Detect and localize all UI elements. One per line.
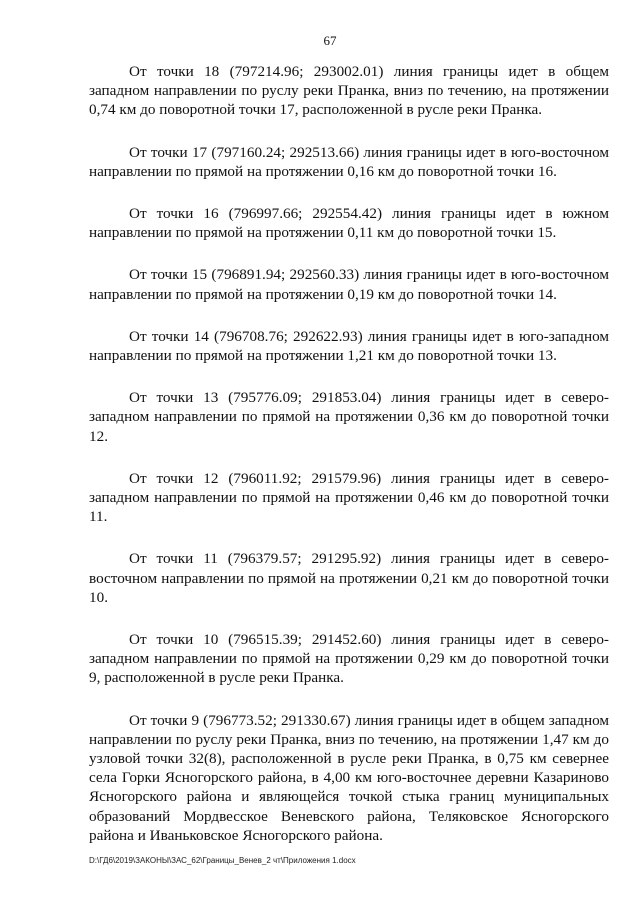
document-body: [89, 62, 609, 868]
paragraph-point-17: От точки 17 (797160.24; 292513.66) линия границы идет в юго-восточном направлении по прямой на протяжении 0,16 км до поворотной точки 16.: [89, 143, 609, 180]
paragraph-point-14: От точки 14 (796708.76; 292622.93) линия границы идет в юго-западном направлении по прямой на протяжении 1,21 км до поворотной точки 13.: [89, 327, 609, 365]
paragraph-point-11: От точки 11 (796379.57; 291295.92) линия границы идет в северо-восточном направлении по прямой на протяжении 0,21 км до поворотной точки 10.: [89, 550, 609, 606]
paragraph-point-18: От точки 18 (797214.96; 293002.01) линия границы идет в общем западном направлении по руслу реки Пранка, вниз по течению, на протяжении 0,74 км до поворотной точки 17, расположенной в русле реки Пранка.: [89, 63, 609, 119]
paragraph-point-13: От точки 13 (795776.09; 291853.04) линия границы идет в северо-западном направлении по прямой на протяжении 0,36 км до поворотной точки 12.: [89, 389, 609, 445]
page-number: 67: [323, 33, 337, 48]
paragraph-point-16: От точки 16 (796997.66; 292554.42) линия границы идет в южном направлении по прямой на протяжении 0,11 км до поворотной точки 15.: [89, 205, 609, 242]
footer-file-path: D:\ГД6\2019\ЗАКОНЫ\ЗАС_62\Границы_Венев_2 чт\Приложения 1.docx: [89, 856, 356, 865]
paragraph-point-15: От точки 15 (796891.94; 292560.33) линия границы идет в юго-восточном направлении по прямой на протяжении 0,19 км до поворотной точки 14.: [89, 266, 609, 303]
paragraph-point-9: От точки 9 (796773.52; 291330.67) линия границы идет в общем западном направлении по руслу реки Пранка, вниз по течению, на протяжении 1,47 км до узловой точки 32(8), расположенной в русле реки Пранка, в 0,75 км севернее села Горки Ясногорского района, в 4,00 км юго-восточнее деревни Казариново Ясногорского района и являющейся точкой стыка границ муниципальных образований Мордвесское Веневского района, Теляковское Ясногорского района и Иваньковское Ясногорского района.: [89, 711, 609, 844]
paragraph-point-12: От точки 12 (796011.92; 291579.96) линия границы идет в северо-западном направлении по прямой на протяжении 0,46 км до поворотной точки 11.: [89, 469, 609, 526]
paragraph-point-10: От точки 10 (796515.39; 291452.60) линия границы идет в северо-западном направлении по прямой на протяжении 0,29 км до поворотной точки 9, расположенной в русле реки Пранка.: [89, 631, 609, 687]
